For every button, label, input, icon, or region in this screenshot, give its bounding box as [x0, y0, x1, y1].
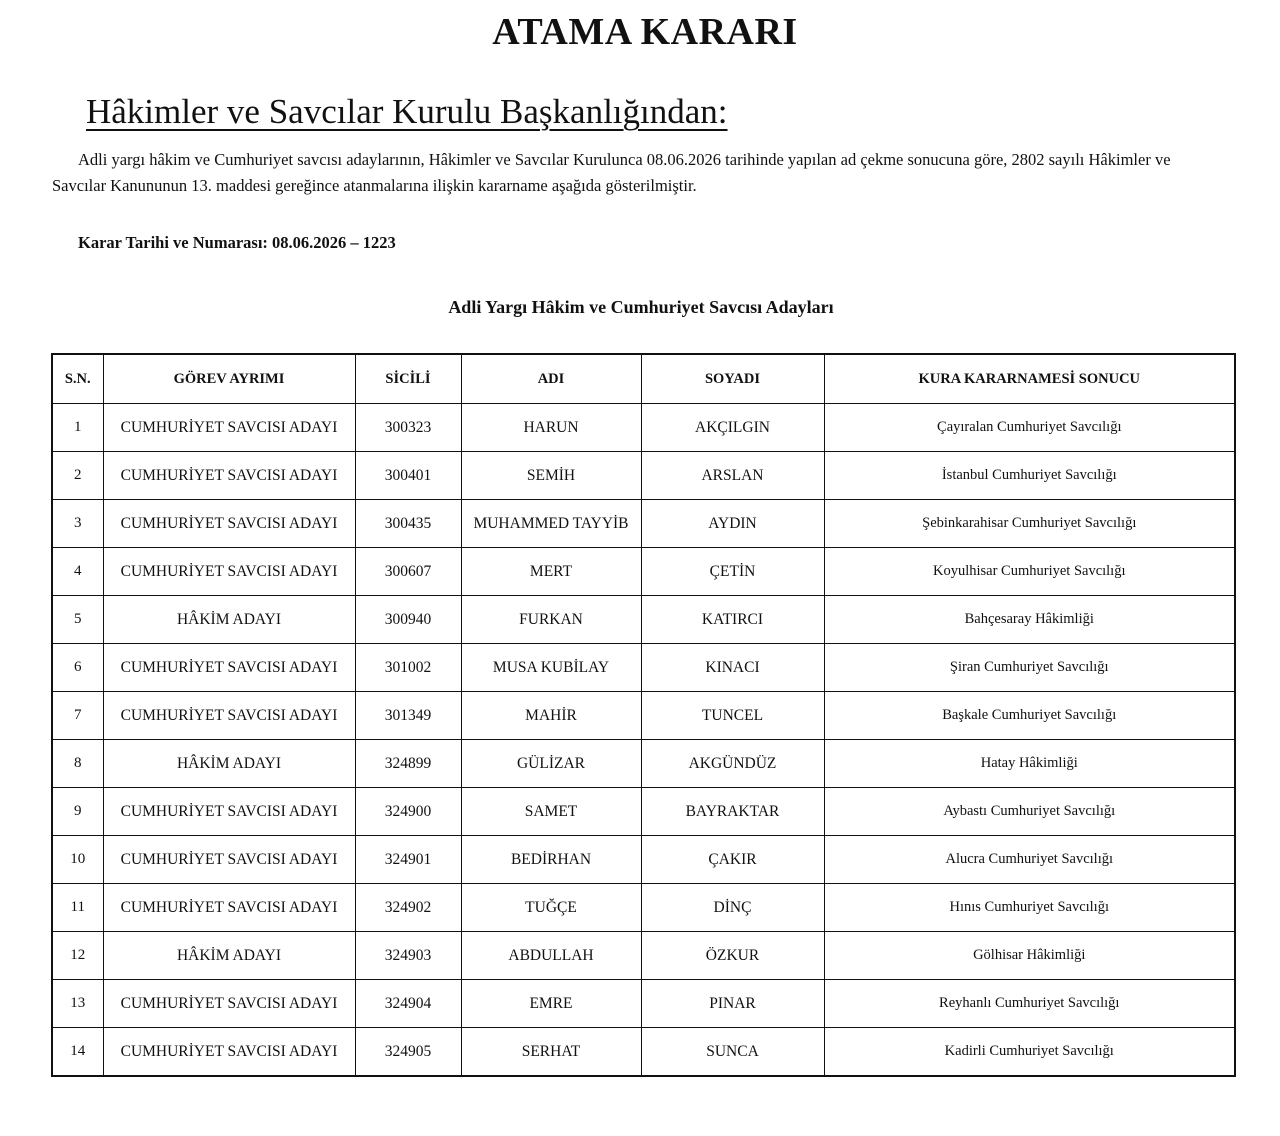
cell-surname: PINAR: [641, 980, 824, 1028]
cell-name: GÜLİZAR: [461, 740, 641, 788]
cell-sn: 2: [52, 452, 103, 500]
cell-sn: 7: [52, 692, 103, 740]
cell-sn: 3: [52, 500, 103, 548]
table-row: [52, 836, 1235, 884]
cell-sn: 6: [52, 644, 103, 692]
cell-name: TUĞÇE: [461, 884, 641, 932]
cell-surname: DİNÇ: [641, 884, 824, 932]
cell-role: CUMHURİYET SAVCISI ADAYI: [103, 500, 355, 548]
cell-result: Hınıs Cumhuriyet Savcılığı: [824, 884, 1235, 932]
cell-result: Kadirli Cumhuriyet Savcılığı: [824, 1028, 1235, 1077]
cell-role: CUMHURİYET SAVCISI ADAYI: [103, 1028, 355, 1077]
table-row: [52, 548, 1235, 596]
cell-result: Başkale Cumhuriyet Savcılığı: [824, 692, 1235, 740]
cell-role: HÂKİM ADAYI: [103, 932, 355, 980]
cell-result: Alucra Cumhuriyet Savcılığı: [824, 836, 1235, 884]
table-header-row: [52, 354, 1235, 404]
cell-surname: KINACI: [641, 644, 824, 692]
cell-name: SEMİH: [461, 452, 641, 500]
cell-surname: SUNCA: [641, 1028, 824, 1077]
header-name: ADI: [461, 354, 641, 404]
cell-sicil: 324900: [355, 788, 461, 836]
cell-sicil: 300323: [355, 404, 461, 452]
cell-name: FURKAN: [461, 596, 641, 644]
cell-surname: ÇAKIR: [641, 836, 824, 884]
cell-sn: 8: [52, 740, 103, 788]
cell-result: Şebinkarahisar Cumhuriyet Savcılığı: [824, 500, 1235, 548]
cell-result: Aybastı Cumhuriyet Savcılığı: [824, 788, 1235, 836]
cell-sicil: 324899: [355, 740, 461, 788]
cell-sn: 4: [52, 548, 103, 596]
cell-role: HÂKİM ADAYI: [103, 596, 355, 644]
cell-sicil: 301349: [355, 692, 461, 740]
header-role: GÖREV AYRIMI: [103, 354, 355, 404]
cell-role: CUMHURİYET SAVCISI ADAYI: [103, 836, 355, 884]
cell-result: Hatay Hâkimliği: [824, 740, 1235, 788]
table-row: [52, 932, 1235, 980]
document-title: ATAMA KARARI: [492, 11, 798, 53]
cell-role: CUMHURİYET SAVCISI ADAYI: [103, 788, 355, 836]
cell-name: MERT: [461, 548, 641, 596]
table-row: [52, 692, 1235, 740]
table-row: [52, 884, 1235, 932]
cell-name: MUHAMMED TAYYİB: [461, 500, 641, 548]
cell-role: CUMHURİYET SAVCISI ADAYI: [103, 548, 355, 596]
cell-role: CUMHURİYET SAVCISI ADAYI: [103, 644, 355, 692]
table-row: [52, 980, 1235, 1028]
cell-sn: 5: [52, 596, 103, 644]
cell-sicil: 301002: [355, 644, 461, 692]
cell-sicil: 300607: [355, 548, 461, 596]
cell-surname: ARSLAN: [641, 452, 824, 500]
table-row: [52, 404, 1235, 452]
cell-role: HÂKİM ADAYI: [103, 740, 355, 788]
header-sn: S.N.: [52, 354, 103, 404]
intro-paragraph: Adli yargı hâkim ve Cumhuriyet savcısı adaylarının, Hâkimler ve Savcılar Kurulunca 08.06.2026 tarihinde yapılan ad çekme sonucuna göre, 2802 sayılı Hâkimler ve Savcılar Kanununun 13. maddesi gereğince atanmalarına ilişkin kararname aşağıda gösterilmiştir.: [52, 150, 1171, 195]
cell-sn: 13: [52, 980, 103, 1028]
table-row: [52, 740, 1235, 788]
cell-sicil: 324905: [355, 1028, 461, 1077]
table-row: [52, 644, 1235, 692]
cell-surname: BAYRAKTAR: [641, 788, 824, 836]
cell-result: Bahçesaray Hâkimliği: [824, 596, 1235, 644]
cell-surname: AKÇILGIN: [641, 404, 824, 452]
cell-surname: KATIRCI: [641, 596, 824, 644]
cell-sicil: 324904: [355, 980, 461, 1028]
header-result: KURA KARARNAMESİ SONUCU: [824, 354, 1235, 404]
cell-sicil: 324902: [355, 884, 461, 932]
cell-name: HARUN: [461, 404, 641, 452]
cell-sn: 14: [52, 1028, 103, 1077]
decision-date-number: Karar Tarihi ve Numarası: 08.06.2026 – 1223: [78, 233, 396, 252]
cell-name: MAHİR: [461, 692, 641, 740]
cell-surname: AYDIN: [641, 500, 824, 548]
document-subtitle: Hâkimler ve Savcılar Kurulu Başkanlığından:: [86, 92, 728, 131]
cell-role: CUMHURİYET SAVCISI ADAYI: [103, 980, 355, 1028]
table-caption: Adli Yargı Hâkim ve Cumhuriyet Savcısı Adayları: [448, 297, 834, 317]
cell-sn: 1: [52, 404, 103, 452]
cell-sicil: 324901: [355, 836, 461, 884]
cell-sn: 9: [52, 788, 103, 836]
cell-surname: ÇETİN: [641, 548, 824, 596]
cell-name: EMRE: [461, 980, 641, 1028]
candidate-table: [51, 353, 1236, 1077]
cell-role: CUMHURİYET SAVCISI ADAYI: [103, 884, 355, 932]
table-row: [52, 452, 1235, 500]
cell-surname: AKGÜNDÜZ: [641, 740, 824, 788]
cell-name: SAMET: [461, 788, 641, 836]
cell-sn: 10: [52, 836, 103, 884]
cell-sicil: 300435: [355, 500, 461, 548]
cell-surname: ÖZKUR: [641, 932, 824, 980]
header-surname: SOYADI: [641, 354, 824, 404]
cell-name: ABDULLAH: [461, 932, 641, 980]
cell-sicil: 300401: [355, 452, 461, 500]
table-row: [52, 788, 1235, 836]
cell-name: SERHAT: [461, 1028, 641, 1077]
cell-sicil: 300940: [355, 596, 461, 644]
table-row: [52, 596, 1235, 644]
cell-role: CUMHURİYET SAVCISI ADAYI: [103, 404, 355, 452]
header-sicil: SİCİLİ: [355, 354, 461, 404]
cell-surname: TUNCEL: [641, 692, 824, 740]
cell-result: Çayıralan Cumhuriyet Savcılığı: [824, 404, 1235, 452]
cell-role: CUMHURİYET SAVCISI ADAYI: [103, 692, 355, 740]
cell-result: Koyulhisar Cumhuriyet Savcılığı: [824, 548, 1235, 596]
table-row: [52, 500, 1235, 548]
cell-result: Gölhisar Hâkimliği: [824, 932, 1235, 980]
table-body: [52, 404, 1235, 1077]
cell-sicil: 324903: [355, 932, 461, 980]
cell-sn: 12: [52, 932, 103, 980]
cell-role: CUMHURİYET SAVCISI ADAYI: [103, 452, 355, 500]
cell-result: Reyhanlı Cumhuriyet Savcılığı: [824, 980, 1235, 1028]
cell-result: Şiran Cumhuriyet Savcılığı: [824, 644, 1235, 692]
cell-sn: 11: [52, 884, 103, 932]
cell-name: BEDİRHAN: [461, 836, 641, 884]
cell-name: MUSA KUBİLAY: [461, 644, 641, 692]
table-row: [52, 1028, 1235, 1077]
cell-result: İstanbul Cumhuriyet Savcılığı: [824, 452, 1235, 500]
